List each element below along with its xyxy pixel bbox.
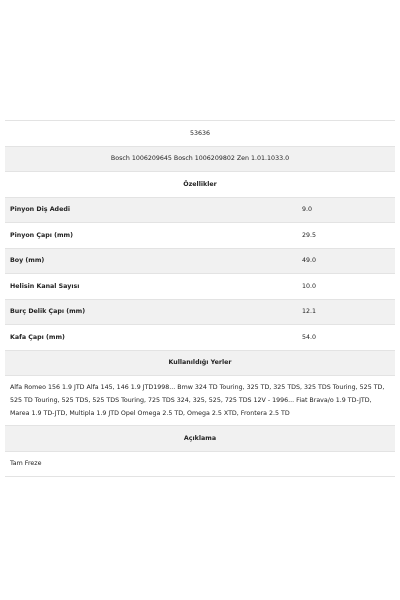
feature-value: 9.0: [302, 206, 313, 214]
feature-value: 12.1: [302, 308, 317, 316]
product-references-row: [5, 147, 395, 173]
feature-row: [5, 198, 395, 224]
feature-row: [5, 249, 395, 275]
feature-label: Pinyon Çapı (mm): [10, 231, 73, 239]
usage-text-row: [5, 376, 395, 426]
feature-label: Burç Delik Çapı (mm): [10, 308, 86, 316]
features-heading: Özellikler: [183, 180, 217, 188]
feature-row: [5, 274, 395, 300]
feature-row: [5, 325, 395, 351]
product-code: 53636: [189, 129, 211, 137]
feature-label: Boy (mm): [10, 257, 45, 265]
feature-row: [5, 300, 395, 326]
description-text: Tam Freze: [10, 460, 42, 468]
product-code-row: [5, 121, 395, 147]
feature-label: Pinyon Diş Adedi: [10, 206, 71, 214]
description-heading-row: [5, 426, 395, 452]
feature-value: 49.0: [302, 257, 317, 265]
feature-label: Helisin Kanal Sayısı: [10, 282, 80, 290]
usage-text: Alfa Romeo 156 1.9 JTD Alfa 145, 146 1.9 JTD1998... Bmw 324 TD Touring, 325 TD, 325 TDS, 325 TDS Touring, 525 TD, 525 TD Touring, 525 TDS, 525 TDS Touring, 725 TDS 324, 325, 525, 725 TDS 12V - 1996... Fiat Brava/o 1.9 TD-JTD, Marea 1.9 TD-JTD, Multipla 1.9 JTD Opel Omega 2.5 TD, Omega 2.5 XTD, Frontera 2.5 TD: [10, 384, 385, 417]
feature-value: 29.5: [302, 231, 317, 239]
usage-heading: Kullanıldığı Yerler: [168, 359, 232, 367]
feature-value: 54.0: [302, 333, 317, 341]
feature-row: [5, 223, 395, 249]
features-heading-row: [5, 172, 395, 198]
product-spec-table: [5, 120, 395, 477]
feature-label: Kafa Çapı (mm): [10, 333, 65, 341]
product-references: Bosch 1006209645 Bosch 1006209802 Zen 1.01.1033.0: [110, 155, 290, 163]
usage-heading-row: [5, 351, 395, 377]
description-text-row: [5, 452, 395, 478]
description-heading: Açıklama: [183, 434, 217, 442]
feature-value: 10.0: [302, 282, 317, 290]
